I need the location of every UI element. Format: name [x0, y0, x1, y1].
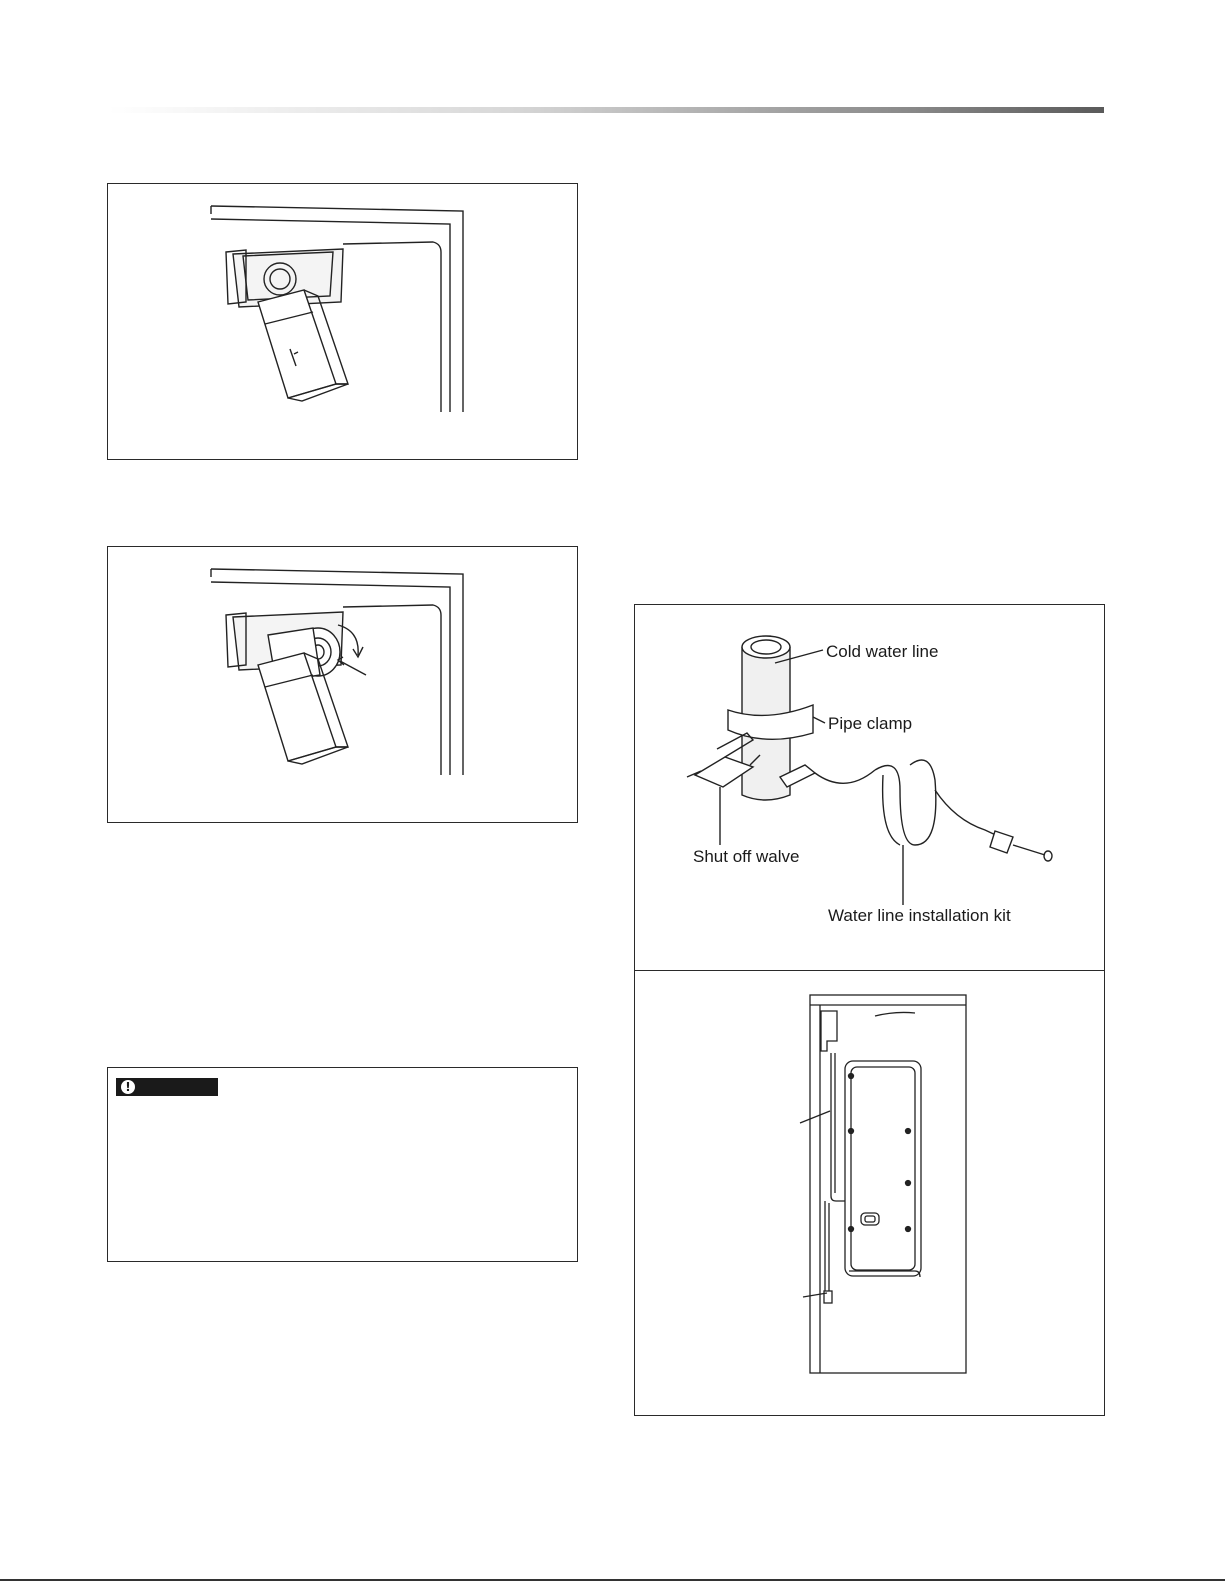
- filter-open-illustration: [108, 184, 579, 461]
- caution-box: [107, 1067, 578, 1262]
- header-rule: [108, 107, 1104, 113]
- figure-filter-open: [107, 183, 578, 460]
- figure-water-line: [634, 604, 1105, 972]
- figure-filter-twist: [107, 546, 578, 823]
- footer-rule: [0, 1579, 1225, 1581]
- shut-off-valve-label: Shut off walve: [693, 847, 800, 866]
- exclamation-circle-icon: !: [121, 1080, 135, 1094]
- water-line-kit-label: Water line installation kit: [828, 906, 1011, 925]
- figure-fridge-back: [634, 970, 1105, 1416]
- fridge-back-illustration: [635, 971, 1106, 1417]
- cold-water-line-label: Cold water line: [826, 642, 939, 661]
- caution-badge: [116, 1078, 218, 1096]
- pipe-clamp-label: Pipe clamp: [828, 714, 913, 733]
- filter-twist-illustration: [108, 547, 579, 824]
